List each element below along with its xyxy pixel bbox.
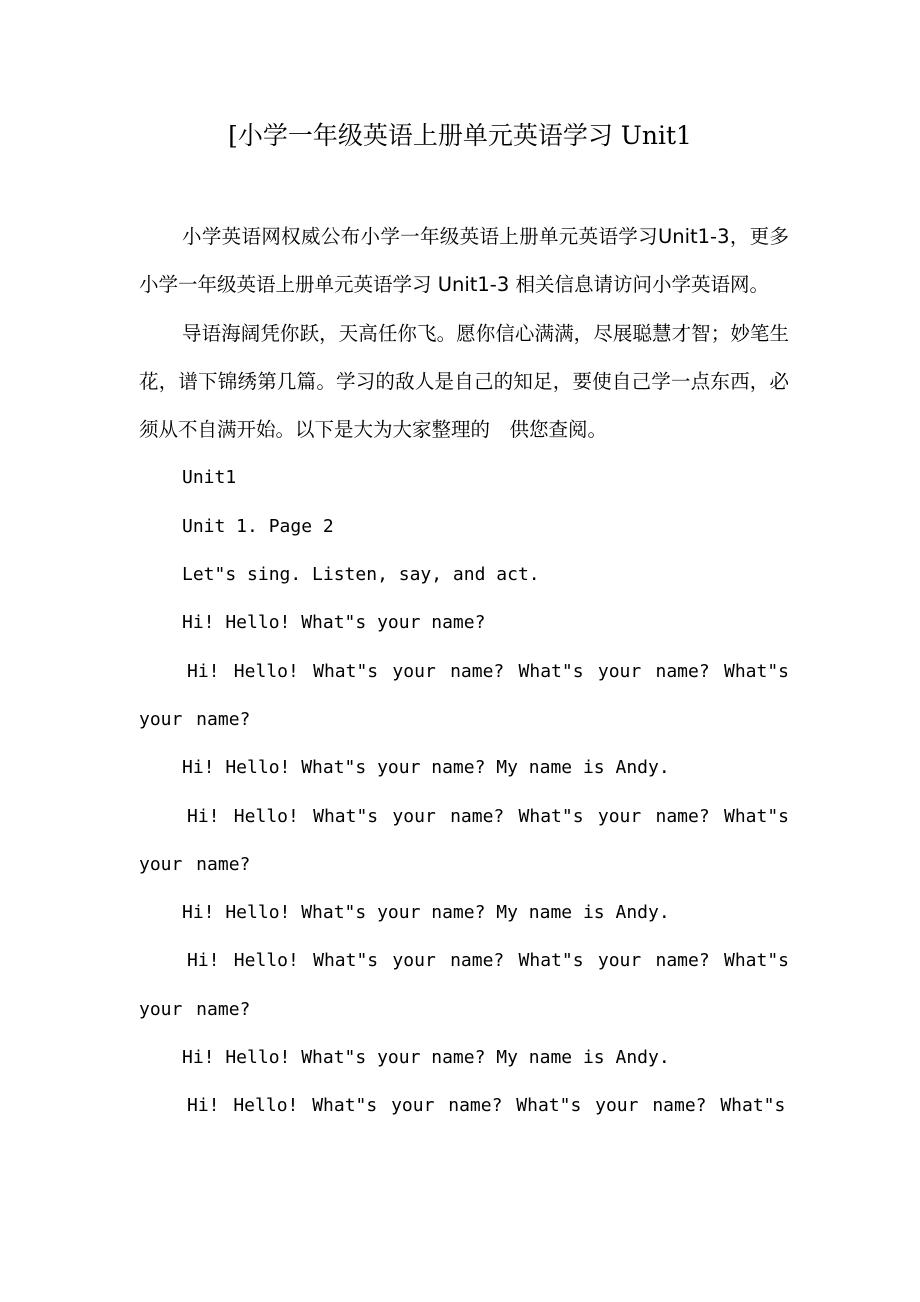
song-line: Hi! Hello! What"s your name? What"s your name? What"s your name? (139, 950, 789, 1020)
intro-paragraph: 小学英语网权威公布小学一年级英语上册单元英语学习Unit1-3，更多小学一年级英语上册单元英语学习 Unit1-3 相关信息请访问小学英语网。 (139, 225, 789, 297)
guide-paragraph: 导语海阔凭你跃，天高任你飞。愿你信心满满，尽展聪慧才智；妙笔生花，谱下锦绣第几篇。学习的敌人是自己的知足，要使自己学一点东西，必须从不自满开始。以下是大为大家整理的 供您查阅。 (139, 321, 789, 442)
song-instruction: Let"s sing. Listen, say, and act. (182, 564, 540, 586)
song-line: Hi! Hello! What"s your name? What"s your name? What"s your name? (139, 805, 789, 875)
song-line: Hi! Hello! What"s your name? (182, 612, 486, 634)
page-title: [小学一年级英语上册单元英语学习 Unit1 (228, 121, 692, 150)
unit-heading: Unit1 (182, 467, 237, 489)
song-line: Hi! Hello! What"s your name? My name is Andy. (182, 757, 670, 779)
song-line: Hi! Hello! What"s your name? My name is Andy. (182, 902, 670, 924)
document-body (139, 213, 789, 1131)
song-line: Hi! Hello! What"s your name? What"s your name? What"s your name? (139, 660, 789, 730)
page-heading: Unit 1. Page 2 (182, 515, 334, 537)
song-line: Hi! Hello! What"s your name? My name is Andy. (182, 1047, 670, 1069)
song-line: Hi! Hello! What"s your name? What"s your name? What"s (187, 1095, 786, 1117)
